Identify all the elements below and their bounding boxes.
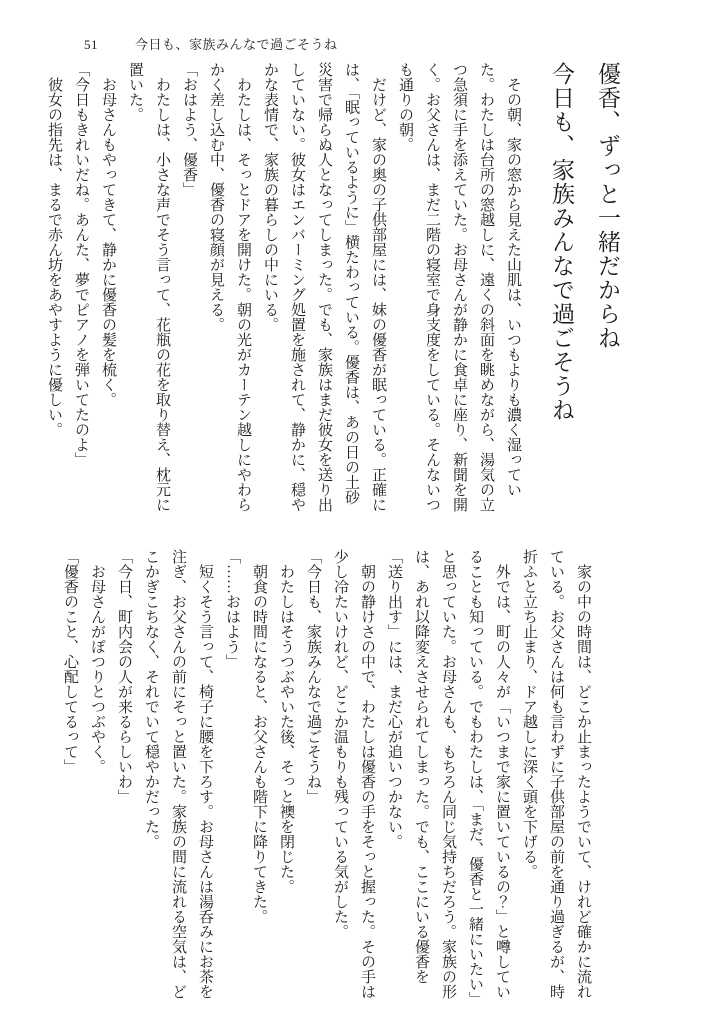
dialogue-line: 「……おはよう」 <box>224 549 240 669</box>
paragraph: わたしは、そっとドアを開けた。朝の光がカーテン越しにやわらかく差し込む中、優香の寝顔が見える。 <box>208 62 251 512</box>
paragraph: その朝、家の窓から見えた山肌は、いつもよりも濃く湿っていた。わたしは台所の窓越しに、遠くの斜面を眺めながら、湯気の立つ急須に手を添えていた。お母さんが静かに食卓に座り、新聞を開く。お父さんは、まだ二階の寝室で身支度をしている。そんないつも通りの朝。 <box>397 62 521 512</box>
paragraph: 朝の静けさの中で、わたしは優香の手をそっと握った。その手は少し冷たいけれど、どこか温もりも残っている気がした。 <box>332 549 375 999</box>
paragraph: 彼女の指先は、まるで赤ん坊をあやすように優しい。 <box>46 77 62 437</box>
paragraph: わたしは、小さな声でそう言って、花瓶の花を取り替え、枕元に置いた。 <box>127 62 170 512</box>
top-body-text <box>40 62 526 514</box>
dialogue-line: 「優香のこと、心配してるって」 <box>62 549 78 774</box>
bottom-text-section <box>56 549 596 1001</box>
chapter-subtitle: 今日も、家族みんなで過ごそうね <box>549 62 574 422</box>
paragraph: 外では、町の人々が「いつまで家に置いているの？」と噂していることも知っている。でもわたしは、「まだ、優香と一緒にいたい」と思っていた。お母さんも、もちろん同じ気持ちだろう。家族の形は、あれ以降変えさせられてしまった。でも、ここにいる優香を「送り出す」には、まだ心が追いつかない。 <box>386 549 510 999</box>
paragraph: わたしはそうつぶやいた後、そっと襖を閉じた。 <box>278 564 294 894</box>
paragraph: 家の中の時間は、どこか止まったようでいて、けれど確かに流れている。お父さんは何も言わずに子供部屋の前を通り過ぎるが、時折ふと立ち止まり、ドア越しに深く頭を下げる。 <box>521 549 591 999</box>
paragraph: だけど、家の奥の子供部屋には、妹の優香が眠っている。正確には、「眠っているように」横たわっている。優香は、あの日の土砂災害で帰らぬ人となってしまった。でも、家族はまだ彼女を送り出していない。彼女はエンバーミング処置を施されて、静かに、穏やかな表情で、家族の暮らしの中にいる。 <box>262 62 386 512</box>
dialogue-line: 「今日、町内会の人が来るらしいわ」 <box>116 549 132 804</box>
paragraph: 朝食の時間になると、お父さんも階下に降りてきた。 <box>251 564 267 924</box>
chapter-title-group <box>538 62 630 514</box>
chapter-title: 優香、ずっと一緒だからね <box>595 62 620 350</box>
dialogue-line: 「今日もきれいだね。あんた、夢でピアノを弾いてたのよ」 <box>73 62 89 467</box>
paragraph: お母さんがぽつりとつぶやく。 <box>89 564 105 774</box>
page-header <box>84 34 338 53</box>
paragraph: お母さんもやってきて、静かに優香の髪を梳く。 <box>100 77 116 407</box>
page-number: 51 <box>84 37 98 52</box>
paragraph: 短くそう言って、椅子に腰を下ろす。お母さんは湯呑みにお茶を注ぎ、お父さんの前にそっと置いた。家族の間に流れる空気は、どこかぎこちなく、それでいて穏やかだった。 <box>143 549 213 999</box>
dialogue-line: 「おはよう、優香」 <box>181 62 197 197</box>
running-header: 今日も、家族みんなで過ごそうね <box>135 37 338 52</box>
dialogue-line: 「今日も、家族みんなで過ごそうね」 <box>305 549 321 804</box>
top-text-section <box>40 62 630 514</box>
